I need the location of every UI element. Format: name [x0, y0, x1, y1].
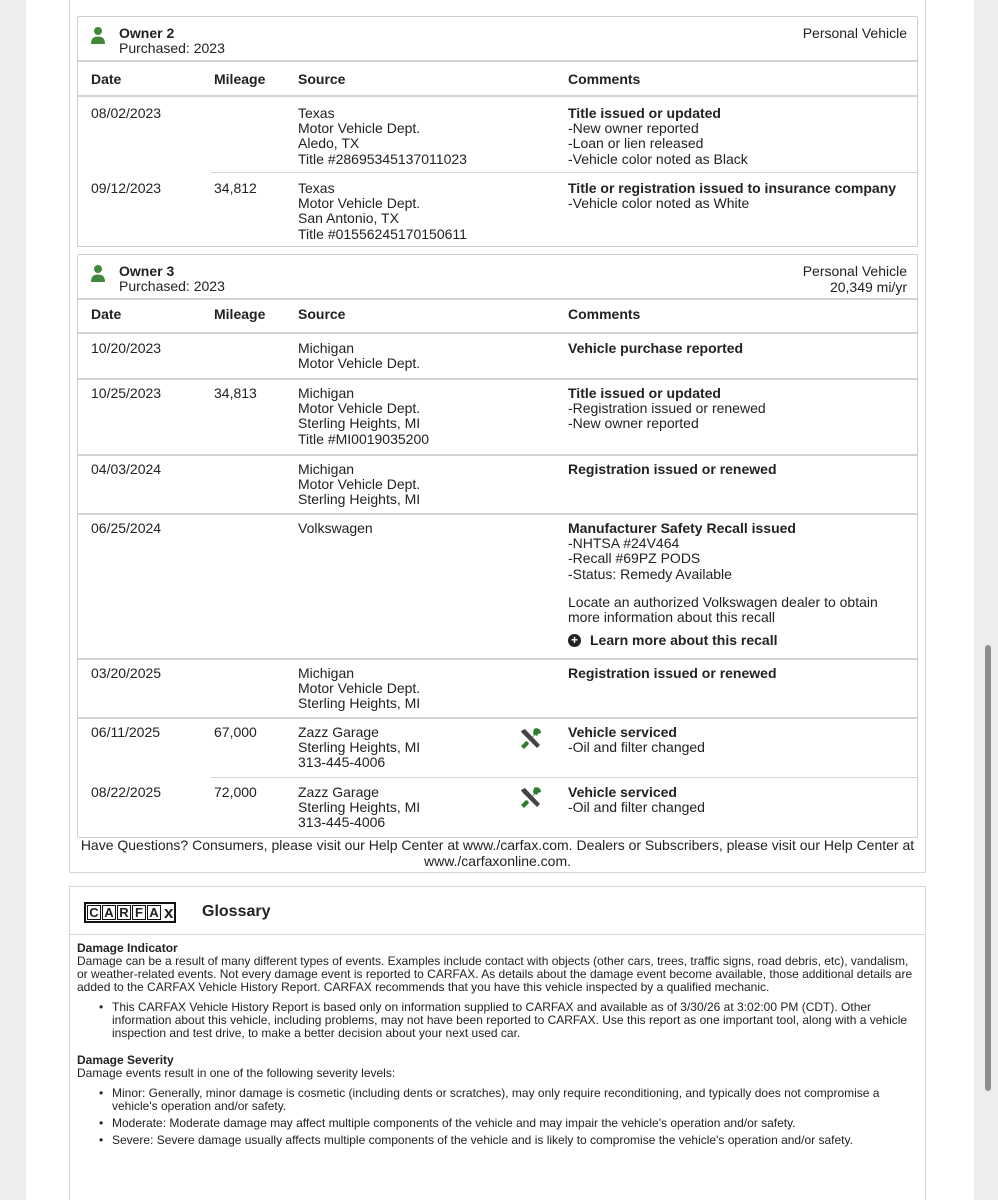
glossary-section: [69, 886, 926, 1200]
record-comments: Manufacturer Safety Recall issued -NHTSA #24V464 -Recall #69PZ PODS -Status: Remedy Available Locate an authorized Volkswagen dealer to obtain more information about this recall + Learn more about this recall: [568, 521, 903, 648]
record-date: 10/25/2023: [91, 385, 162, 401]
glossary-title: Glossary: [202, 903, 271, 920]
learn-more-recall-link[interactable]: [568, 633, 903, 648]
record-date: 04/03/2024: [91, 461, 162, 477]
record-source: Texas Motor Vehicle Dept. Aledo, TX Title #28695345137011023: [298, 105, 467, 167]
glossary-body: [77, 942, 917, 1151]
record-source: Zazz Garage Sterling Heights, MI 313-445-4006: [298, 784, 421, 831]
wrench-screwdriver-icon: [518, 726, 544, 752]
table-row: [78, 515, 917, 658]
record-source: Michigan Motor Vehicle Dept. Sterling Heights, MI: [298, 665, 421, 712]
owner-3-section: [77, 254, 918, 838]
table-row: [78, 334, 917, 378]
owner-type-line: Personal Vehicle: [802, 263, 907, 279]
list-item: • Severe: Severe damage usually affects multiple components of the vehicle and is likely to compromise the vehicle's operation and/or safety.: [112, 1134, 917, 1147]
record-source: Volkswagen: [298, 520, 373, 536]
record-mileage: 72,000: [214, 784, 257, 800]
record-mileage: 67,000: [214, 724, 257, 740]
damage-indicator-heading: Damage Indicator: [77, 941, 178, 955]
plus-circle-icon: +: [568, 634, 581, 647]
table-row: [78, 719, 917, 776]
carfax-logo: C A R F A x: [84, 902, 176, 923]
recall-note: Locate an authorized Volkswagen dealer to obtain more information about this recall: [568, 593, 878, 626]
owner-miles-per-year: 20,349 mi/yr: [829, 279, 907, 295]
record-mileage: 34,813: [214, 385, 257, 401]
owner-purchased: Purchased: 2023: [119, 278, 225, 294]
damage-severity-list: [77, 1087, 917, 1147]
column-header-row: [78, 63, 917, 97]
owner-name: Owner 2: [119, 25, 175, 41]
table-row: [78, 660, 917, 718]
owner-type-line: Personal Vehicle: [802, 25, 907, 41]
record-comments: Vehicle serviced -Oil and filter changed: [568, 724, 705, 756]
col-date: Date: [91, 71, 122, 87]
owner-vehicle-type: [803, 263, 907, 295]
record-date: 06/11/2025: [91, 724, 161, 740]
col-comments: Comments: [568, 71, 641, 87]
col-mileage: Mileage: [214, 71, 266, 87]
damage-severity-text: Damage events result in one of the following severity levels:: [77, 1066, 396, 1080]
record-comments: Registration issued or renewed: [568, 665, 777, 681]
table-row: [78, 778, 917, 838]
record-comments: Title or registration issued to insurance company -Vehicle color noted as White: [568, 180, 897, 212]
record-date: 09/12/2023: [91, 180, 162, 196]
list-item: • Minor: Generally, minor damage is cosmetic (including dents or scratches), may only require reconditioning, and typically does not compromise a vehicle's operation and/or safety.: [112, 1087, 917, 1113]
record-comments: Vehicle purchase reported: [568, 340, 744, 356]
record-date: 06/25/2024: [91, 520, 162, 536]
record-comments: Registration issued or renewed: [568, 461, 777, 477]
owner-vehicle-type: [803, 25, 907, 41]
col-date: Date: [91, 306, 122, 322]
record-date: 08/22/2025: [91, 784, 162, 800]
record-comments: Title issued or updated -Registration issued or renewed -New owner reported: [568, 385, 766, 432]
column-header-row: [78, 301, 917, 335]
wrench-screwdriver-icon: [518, 785, 544, 811]
record-source: Michigan Motor Vehicle Dept.: [298, 340, 421, 372]
table-row: [78, 97, 917, 172]
record-source: Zazz Garage Sterling Heights, MI 313-445-4006: [298, 724, 421, 771]
owner-header: [78, 17, 917, 62]
damage-indicator-text: Damage can be a result of many different types of events. Examples include contact with objects (other cars, trees, traffic signs, road debris, etc), vandalism, or weather-related events. Not every damage event is reported to CARFAX. As details about the damage event become available, those additional details are added to the CARFAX Vehicle History Report. CARFAX recommends that you have this vehicle inspected by a qualified mechanic.: [77, 954, 913, 994]
record-mileage: 34,812: [214, 180, 257, 196]
record-date: 08/02/2023: [91, 105, 162, 121]
col-comments: Comments: [568, 306, 641, 322]
damage-indicator-list: [77, 1001, 917, 1040]
record-source: Texas Motor Vehicle Dept. San Antonio, TX Title #01556245170150611: [298, 180, 467, 242]
table-row: [78, 456, 917, 514]
owner-name: Owner 3: [119, 263, 175, 279]
list-item: • This CARFAX Vehicle History Report is based only on information supplied to CARFAX and available as of 3/30/26 at 3:02:00 PM (CDT). Other information about this vehicle, including problems, may not have been reported to CARFAX. Use this report as one important tool, along with a vehicle inspection and test drive, to make a better decision about your next used car.: [112, 1001, 917, 1040]
table-row: [78, 380, 917, 454]
table-row: [78, 173, 917, 248]
record-comments: Title issued or updated -New owner reported -Loan or lien released -Vehicle color noted as Black: [568, 105, 748, 167]
owner-2-section: [77, 16, 918, 247]
record-date: 10/20/2023: [91, 340, 162, 356]
col-mileage: Mileage: [214, 306, 266, 322]
help-center-text: Have Questions? Consumers, please visit our Help Center at www./carfax.com. Dealers or Subscribers, please visit our Help Center at www./carfaxonline.com.: [80, 837, 915, 869]
record-source: Michigan Motor Vehicle Dept. Sterling Heights, MI: [298, 461, 421, 508]
col-source: Source: [298, 71, 346, 87]
person-icon: [90, 264, 106, 282]
learn-more-label[interactable]: Learn more about this recall: [590, 632, 778, 649]
record-date: 03/20/2025: [91, 665, 162, 681]
glossary-header: [70, 887, 925, 935]
owner-header: [78, 255, 917, 300]
record-comments: Vehicle serviced -Oil and filter changed: [568, 784, 705, 816]
damage-severity-heading: Damage Severity: [77, 1053, 174, 1067]
list-item: • Moderate: Moderate damage may affect multiple components of the vehicle and may impair the vehicle's operation and/or safety.: [112, 1117, 917, 1130]
owner-purchased: Purchased: 2023: [119, 40, 225, 56]
person-icon: [90, 26, 106, 44]
record-source: Michigan Motor Vehicle Dept. Sterling Heights, MI Title #MI0019035200: [298, 385, 430, 447]
col-source: Source: [298, 306, 346, 322]
scrollbar-thumb[interactable]: [985, 645, 991, 1091]
